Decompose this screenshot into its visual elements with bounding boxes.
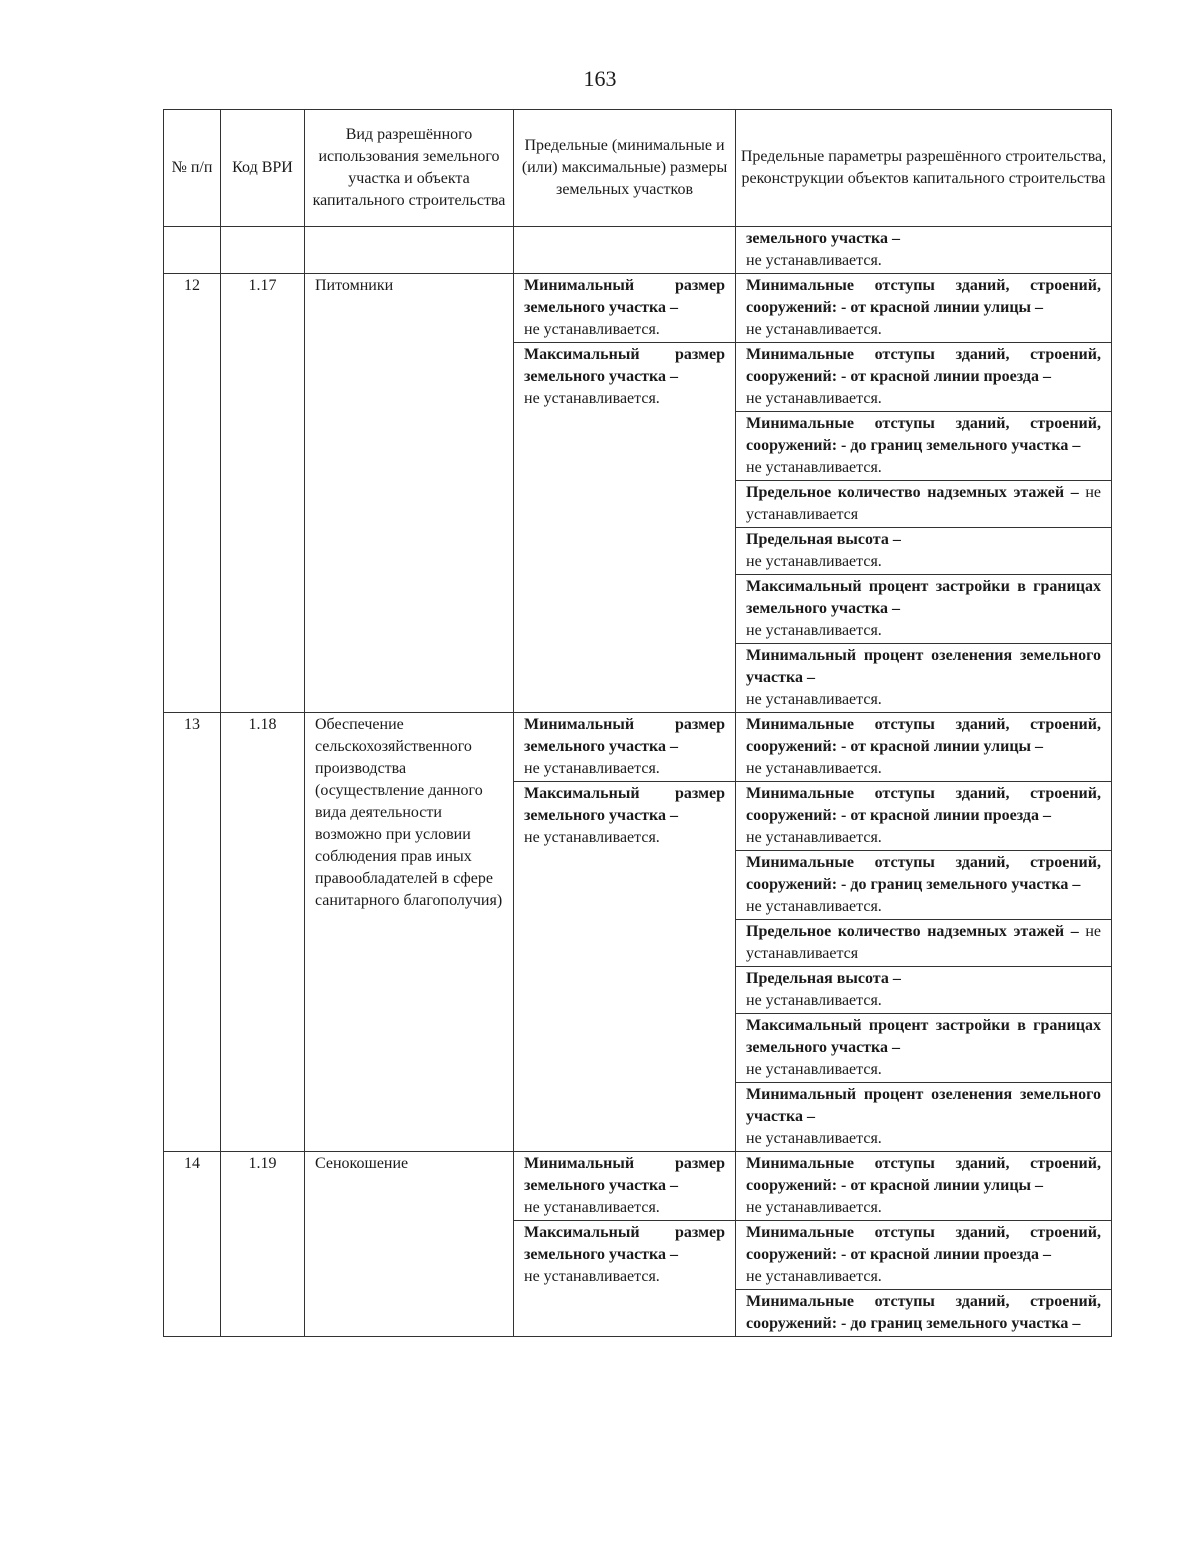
param-cell — [736, 1014, 1112, 1083]
max-size-cell — [514, 1221, 736, 1337]
size-value: не устанавливается. — [524, 1199, 660, 1216]
param-cell — [736, 343, 1112, 412]
row-number: 13 — [164, 713, 221, 1152]
param-value: не устанавливается. — [746, 992, 882, 1009]
row-number: 14 — [164, 1152, 221, 1337]
table-row — [164, 1152, 1112, 1221]
param-label: Предельное количество надземных этажей – — [746, 484, 1079, 501]
param-value: не устанавливается. — [746, 1199, 882, 1216]
param-label: Предельная высота – — [746, 970, 901, 987]
param-cell — [736, 1221, 1112, 1290]
size-value: не устанавливается. — [524, 321, 660, 338]
param-label: Максимальный процент застройки в границах земельного участка – — [746, 1017, 1101, 1056]
param-label: Минимальные отступы зданий, строений, сооружений: - до границ земельного участка – — [746, 854, 1101, 893]
param-cell — [736, 920, 1112, 967]
min-size-cell — [514, 1152, 736, 1221]
row-use-name: Обеспечение сельскохозяйственного производства (осуществление данного вида деятельности возможно при условии соблюдения прав иных правообладателей в сфере санитарного благополучия) — [305, 713, 514, 1152]
max-size-cell — [514, 782, 736, 1152]
param-value: не устанавливается. — [746, 829, 882, 846]
param-cell — [736, 782, 1112, 851]
table-row — [164, 713, 1112, 782]
row-use-name: Сенокошение — [305, 1152, 514, 1337]
size-value: не устанавливается. — [524, 1268, 660, 1285]
param-value: не устанавливается. — [746, 553, 882, 570]
param-label: Минимальные отступы зданий, строений, сооружений: - от красной линии улицы – — [746, 277, 1101, 316]
param-cell — [736, 412, 1112, 481]
param-value: не устанавливается. — [746, 390, 882, 407]
continuation-cell — [736, 227, 1112, 274]
param-cell — [736, 644, 1112, 713]
size-label: Минимальный размер земельного участка – — [524, 277, 725, 316]
header-num: № п/п — [164, 110, 221, 227]
param-value: не устанавливается — [746, 923, 1102, 962]
param-value: не устанавливается. — [746, 1130, 882, 1147]
table-cell — [305, 227, 514, 274]
size-label: Минимальный размер земельного участка – — [524, 716, 725, 755]
table-header-row — [164, 110, 1112, 227]
param-cell — [736, 1083, 1112, 1152]
param-label: Минимальный процент озеленения земельного участка – — [746, 647, 1101, 686]
table-cell — [164, 227, 221, 274]
param-cell — [736, 851, 1112, 920]
param-value: не устанавливается. — [746, 1061, 882, 1078]
param-value: не устанавливается. — [746, 622, 882, 639]
param-cell — [736, 1290, 1112, 1337]
header-params: Предельные параметры разрешённого строительства, реконструкции объектов капитального строительства — [736, 110, 1112, 227]
min-size-cell — [514, 713, 736, 782]
table-row — [164, 274, 1112, 343]
param-label: Максимальный процент застройки в границах земельного участка – — [746, 578, 1101, 617]
size-value: не устанавливается. — [524, 829, 660, 846]
row-code: 1.19 — [221, 1152, 305, 1337]
param-label: Минимальные отступы зданий, строений, сооружений: - от красной линии проезда – — [746, 1224, 1101, 1263]
param-cell — [736, 967, 1112, 1014]
row-code: 1.17 — [221, 274, 305, 713]
regulations-table — [163, 109, 1112, 1337]
param-label: Минимальные отступы зданий, строений, сооружений: - от красной линии улицы – — [746, 1155, 1101, 1194]
continuation-row — [164, 227, 1112, 274]
page-number: 163 — [583, 66, 617, 91]
param-label: Минимальные отступы зданий, строений, сооружений: - от красной линии проезда – — [746, 785, 1101, 824]
param-value: не устанавливается. — [746, 760, 882, 777]
header-code: Код ВРИ — [221, 110, 305, 227]
param-value: не устанавливается. — [746, 321, 882, 338]
row-number: 12 — [164, 274, 221, 713]
size-value: не устанавливается. — [524, 390, 660, 407]
table-cell — [514, 227, 736, 274]
param-label: Минимальные отступы зданий, строений, сооружений: - до границ земельного участка – — [746, 1293, 1101, 1332]
size-label: Минимальный размер земельного участка – — [524, 1155, 725, 1194]
param-label: Минимальный процент озеленения земельного участка – — [746, 1086, 1101, 1125]
param-label: Минимальные отступы зданий, строений, сооружений: - до границ земельного участка – — [746, 415, 1101, 454]
table-cell — [221, 227, 305, 274]
continuation-plain: не устанавливается. — [746, 252, 882, 269]
size-label: Максимальный размер земельного участка – — [524, 785, 725, 824]
header-size: Предельные (минимальные и (или) максимальные) размеры земельных участков — [514, 110, 736, 227]
param-label: Минимальные отступы зданий, строений, сооружений: - от красной линии проезда – — [746, 346, 1101, 385]
param-cell — [736, 481, 1112, 528]
max-size-cell — [514, 343, 736, 713]
size-label: Максимальный размер земельного участка – — [524, 346, 725, 385]
param-label: Минимальные отступы зданий, строений, сооружений: - от красной линии улицы – — [746, 716, 1101, 755]
min-size-cell — [514, 274, 736, 343]
param-value: не устанавливается. — [746, 1268, 882, 1285]
param-value: не устанавливается. — [746, 691, 882, 708]
param-cell — [736, 274, 1112, 343]
row-use-name: Питомники — [305, 274, 514, 713]
param-cell — [736, 528, 1112, 575]
size-label: Максимальный размер земельного участка – — [524, 1224, 725, 1263]
param-cell — [736, 575, 1112, 644]
continuation-bold: земельного участка – — [746, 230, 901, 247]
param-cell — [736, 713, 1112, 782]
size-value: не устанавливается. — [524, 760, 660, 777]
param-value: не устанавливается. — [746, 898, 882, 915]
param-label: Предельная высота – — [746, 531, 901, 548]
table-body — [164, 227, 1112, 1337]
param-value: не устанавливается. — [746, 459, 882, 476]
param-label: Предельное количество надземных этажей – — [746, 923, 1079, 940]
header-use: Вид разрешённого использования земельного участка и объекта капитального строительства — [305, 110, 514, 227]
row-code: 1.18 — [221, 713, 305, 1152]
param-cell — [736, 1152, 1112, 1221]
param-value: не устанавливается — [746, 484, 1102, 523]
